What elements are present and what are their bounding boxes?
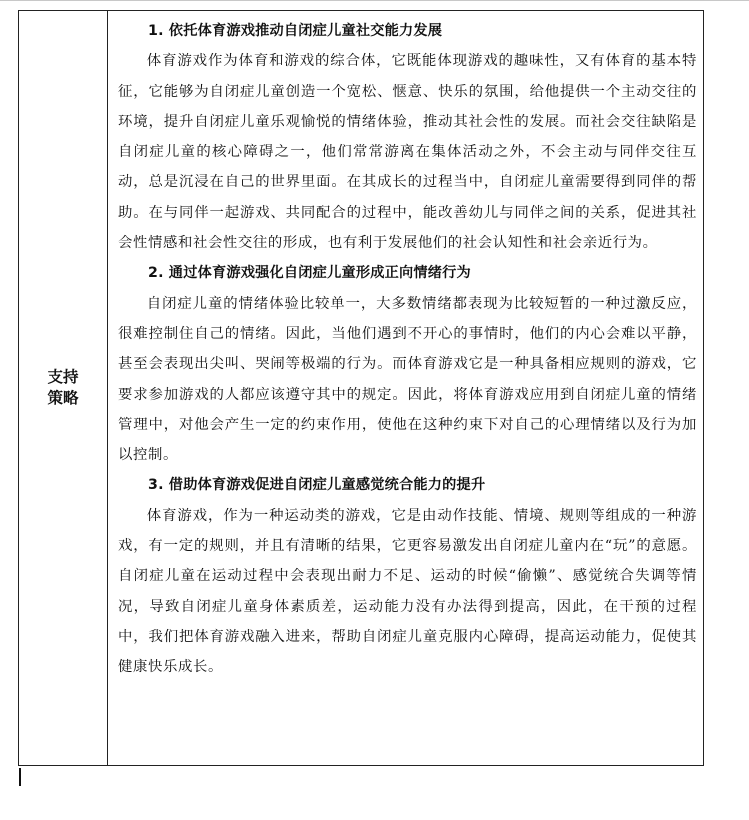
- section-paragraph-2: 自闭症儿童的情绪体验比较单一，大多数情绪都表现为比较短暂的一种过激反应，很难控制住自己的情绪。因此，当他们遇到不开心的事情时，他们的内心会难以平静，甚至会表现出尖叫、哭闹等极端的行为。而体育游戏它是一种具备相应规则的游戏，它要求参加游戏的人都应该遵守其中的规定。因此，将体育游戏应用到自闭症儿童的情绪管理中，对他会产生一定的约束作用，使他在这种约束下对自己的心理情绪以及行为加以控制。: [118, 295, 697, 464]
- section-paragraph-3: 体育游戏，作为一种运动类的游戏，它是由动作技能、情境、规则等组成的一种游戏，有一定的规则，并且有清晰的结果，它更容易激发出自闭症儿童内在“玩”的意愿。自闭症儿童在运动过程中会表现出耐力不足、运动的时候“偷懒”、感觉统合失调等情况，导致自闭症儿童身体素质差，运动能力没有办法得到提高，因此，在干预的过程中，我们把体育游戏融入进来，帮助自闭症儿童克服内心障碍，提高运动能力，促使其健康快乐成长。: [118, 507, 697, 676]
- section-paragraph-1: 体育游戏作为体育和游戏的综合体，它既能体现游戏的趣味性，又有体育的基本特征，它能够为自闭症儿童创造一个宽松、惬意、快乐的氛围，给他提供一个主动交往的环境，提升自闭症儿童乐观愉悦的情绪体验，推动其社会性的发展。而社会交往缺陷是自闭症儿童的核心障碍之一，他们常常游离在集体活动之外，不会主动与同伴交往互动，总是沉浸在自己的世界里面。在其成长的过程当中，自闭症儿童需要得到同伴的帮助。在与同伴一起游戏、共同配合的过程中，能改善幼儿与同伴之间的关系，促进其社会性情感和社会性交往的形成，也有利于发展他们的社会认知性和社会亲近行为。: [118, 53, 697, 252]
- strategy-table: [18, 10, 704, 766]
- content-cell[interactable]: [108, 11, 703, 765]
- label-cell: [19, 11, 108, 765]
- page-top-border: [0, 0, 749, 1]
- section-heading-2: 2. 通过体育游戏强化自闭症儿童形成正向情绪行为: [148, 265, 471, 282]
- text-cursor: [19, 768, 21, 786]
- section-heading-1: 1. 依托体育游戏推动自闭症儿童社交能力发展: [148, 23, 443, 39]
- section-heading-3: 3. 借助体育游戏促进自闭症儿童感觉统合能力的提升: [148, 477, 486, 494]
- row-label: 支持策略: [47, 368, 79, 407]
